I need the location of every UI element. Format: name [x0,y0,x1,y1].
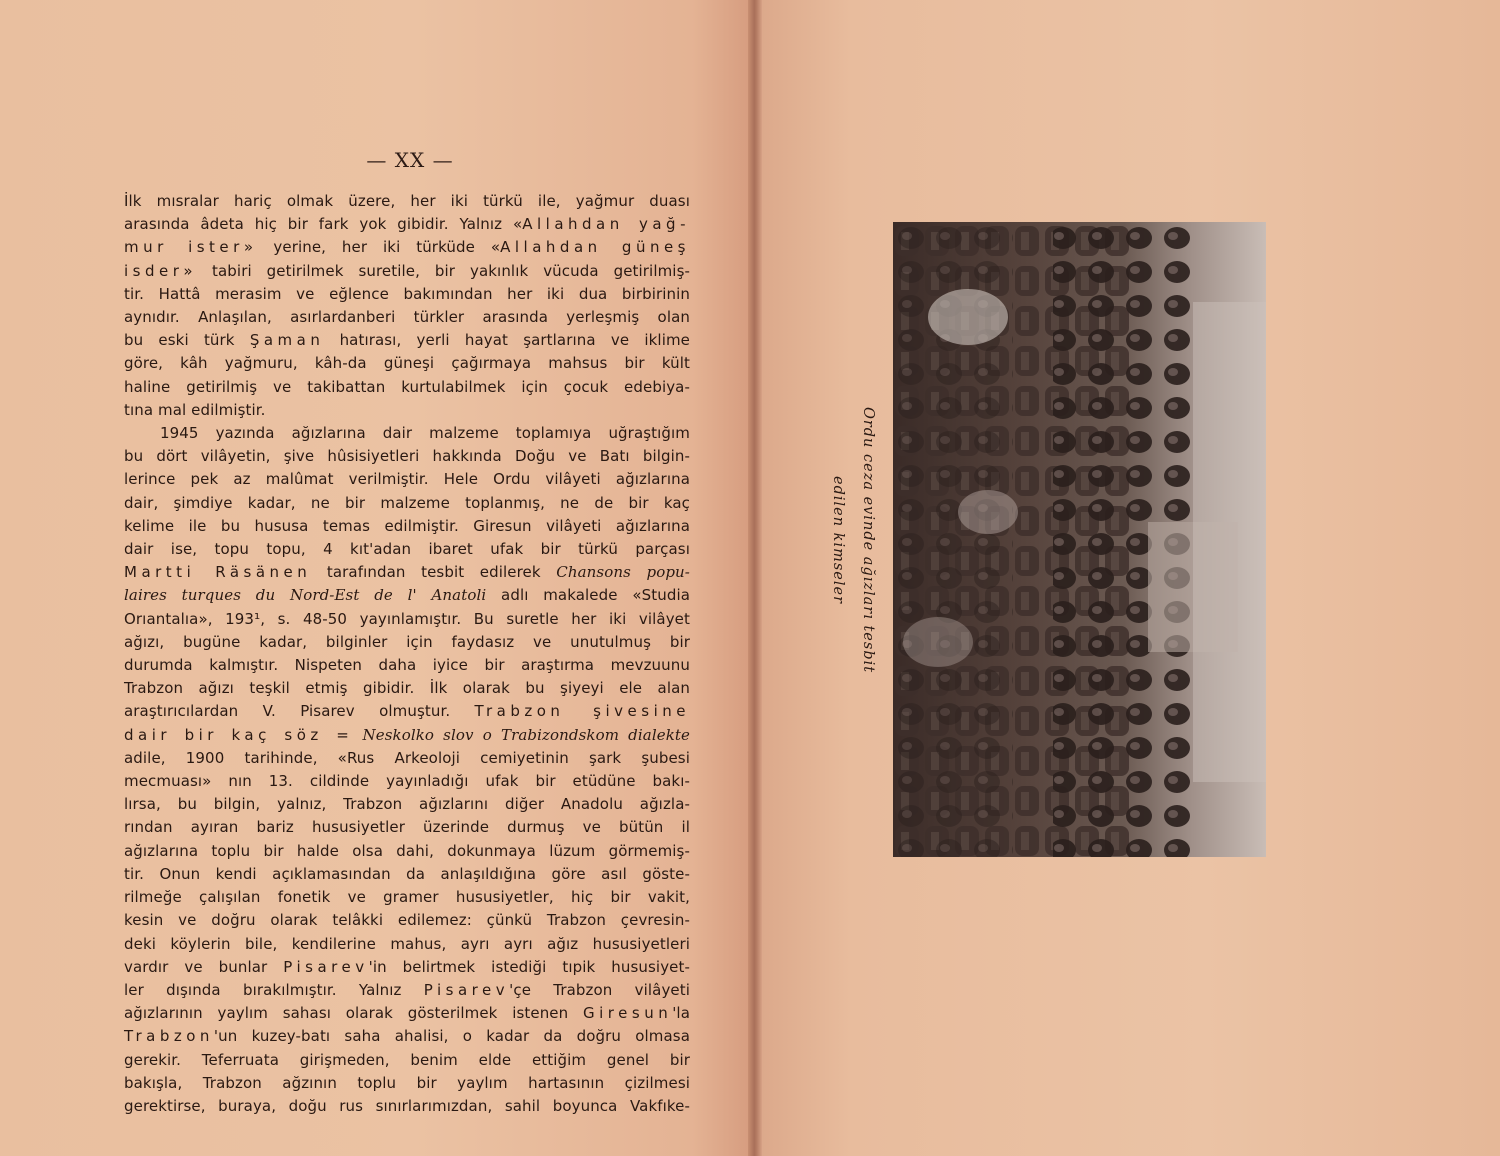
body-text [124,190,690,1120]
text-line: adile, 1900 tarihinde, «Rus Arkeoloji cemiyetinin şark şubesi [124,748,690,767]
text-line: göre, kâh yağmuru, kâh-da güneşi çağırmaya mahsus bir kült [124,354,690,373]
text-line: isder» tabiri getirilmek suretile, bir yakınlık vücuda getirilmiş- [124,261,690,280]
text-line: tir. Hattâ merasim ve eğlence bakımından her iki dua birbirinin [124,284,690,303]
group-photograph [893,222,1266,857]
text-line: İlk mısralar hariç olmak üzere, her iki türkü ile, yağmur duası [124,192,690,210]
page-number: — XX — [366,148,454,172]
book-gutter [748,0,762,1156]
text-line: dair ise, topu topu, 4 kıt'adan ibaret ufak bir türkü parçası [124,540,690,559]
text-line: lırsa, bu bilgin, yalnız, Trabzon ağızlarını diğer Anadolu ağızla- [124,795,690,814]
text-line: mur ister» yerine, her iki türküde «Allahdan güneş [124,238,691,257]
text-line: kesin ve doğru olarak telâkki edilemez: çünkü Trabzon çevresin- [124,911,690,930]
text-line: 1945 yazında ağızlarına dair malzeme toplamıya uğraştığım [160,424,690,443]
text-line: tına mal edilmiştir. [124,400,266,419]
text-line: tir. Onun kendi açıklamasından da anlaşıldığına göre asıl göste- [124,864,690,883]
text-line: Trabzon ağızı teşkil etmiş gibidir. İlk olarak bu şiyeyi ele alan [124,679,690,698]
text-line: gerekir. Teferruata girişmeden, benim elde ettiğim genel bir [124,1050,690,1069]
text-line: gerektirse, buraya, doğu rus sınırlarımızdan, sahil boyunca Vakfıke- [124,1096,690,1115]
photo-image [893,222,1266,857]
text-line: ağızı, bugüne kadar, bilginler için faydasız ve unutulmuş bir [124,632,690,651]
text-line: vardır ve bunlar Pisarev'in belirtmek istediği tıpik hususiyet- [124,957,690,976]
text-line: durumda kalmıştır. Nispeten daha iyice bir araştırma mevzuunu [124,656,690,675]
text-line: lerince pek az malûmat verilmiştir. Hele Ordu vilâyeti ağızlarına [124,470,690,489]
text-line: kelime ile bu hususa temas edilmiştir. Giresun vilâyeti ağızlarına [124,516,690,535]
photo-caption: Ordu ceza evinde ağızları tesbit edilen kimseler [830,406,876,674]
text-line: ler dışında bırakılmıştır. Yalnız Pisarev'çe Trabzon vilâyeti [124,980,690,999]
text-line: araştırıcılardan V. Pisarev olmuştur. Trabzon şivesine [124,702,690,721]
text-line: aynıdır. Anlaşılan, asırlardanberi türkler arasında yerleşmiş olan [124,308,690,327]
text-line: laires turques du Nord-Est de l' Anatoli adlı makalede «Studia [124,586,691,605]
text-line: ağızlarının yaylım sahası olarak gösterilmek istenen Giresun'la [124,1004,690,1023]
text-line: deki köylerin bile, kendilerine mahus, ayrı ayrı ağız hususiyetleri [124,934,690,953]
text-line: haline getirilmiş ve takibattan kurtulabilmek için çocuk edebiya- [124,377,690,396]
text-line: arasında âdeta hiç bir fark yok gibidir. Yalnız «Allahdan yağ- [124,215,690,234]
text-line: Orıantalıa», 193¹, s. 48-50 yayınlamıştır. Bu suretle her iki vilâyet [124,609,690,628]
text-line: ağızlarına toplu bir halde olsa dahi, dokunmaya lüzum görmemiş- [124,841,690,860]
text-line: rından ayıran bariz hususiyetler üzerinde durmuş ve bütün il [124,818,690,837]
text-line: bu eski türk Şaman hatırası, yerli hayat şartlarına ve iklime [124,331,690,350]
text-line: bakışla, Trabzon ağzının toplu bir yaylım hartasının çizilmesi [124,1073,690,1092]
text-line: dair, şimdiye kadar, ne bir malzeme toplanmış, ne de bir kaç [124,493,690,512]
text-line: bu dört vilâyetin, şive hûsisiyetleri hakkında Doğu ve Batı bilgin- [124,447,690,466]
text-line: mecmuası» nın 13. cildinde yayınladığı ufak bir etüdüne bakı- [124,772,690,791]
text-line: rilmeğe çalışılan fonetik ve gramer hususiyetler, hiç bir vakit, [124,888,690,907]
text-line: Trabzon'un kuzey-batı saha ahalisi, o kadar da doğru olmasa [124,1027,690,1046]
text-line: Martti Räsänen tarafından tesbit edilerek Chansons popu- [124,563,690,582]
text-line: dair bir kaç söz = Neskolko slov o Trabizondskom dialekte [124,725,690,744]
